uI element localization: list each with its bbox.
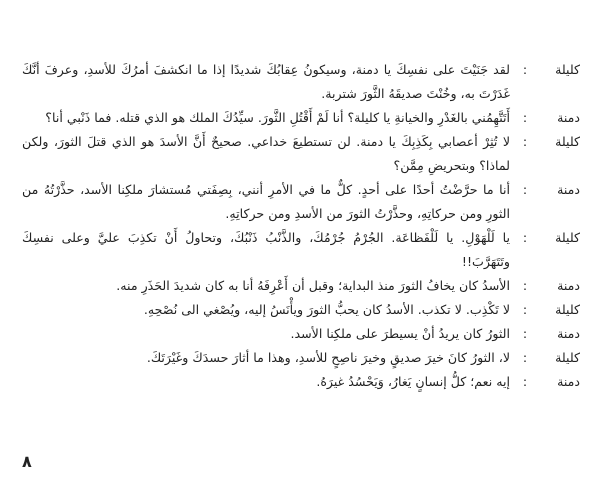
speaker-separator: : xyxy=(522,326,528,341)
speaker-name: كليلة xyxy=(555,302,580,317)
speaker-separator: : xyxy=(522,350,528,365)
dialogue-text: لا تُثِرْ أعصابي بِكَذِبِكَ يا دمنة. لن تستطيعَ خداعي. صحيحٌ أَنَّ الأسدَ هو الذي قتلَ الثورَ، ولكن لماذا؟ وبتحريضِ مِمَّن؟ xyxy=(22,134,510,173)
dialogue-line xyxy=(22,226,580,274)
speaker-name: دمنة xyxy=(557,326,580,341)
speaker-separator: : xyxy=(522,278,528,293)
speaker-separator: : xyxy=(522,62,528,77)
speaker-name: كليلة xyxy=(555,350,580,365)
dialogue-line xyxy=(22,370,580,394)
dialogue-line xyxy=(22,178,580,226)
speaker-name: دمنة xyxy=(557,110,580,125)
speaker-separator: : xyxy=(522,302,528,317)
dialogue-line xyxy=(22,346,580,370)
speaker-separator: : xyxy=(522,230,528,245)
dialogue xyxy=(22,58,580,394)
dialogue-line xyxy=(22,274,580,298)
dialogue-text: أَتَتَّهِمُني بالغَدْرِ والخيانةِ يا كليلة؟ أنا لَمْ أَقْتُلِ الثَّورَ. سيِّدُكَ الملك هو الذي قتله. فما ذَنْبي أنا؟ xyxy=(45,110,510,125)
dialogue-line xyxy=(22,106,580,130)
speaker-separator: : xyxy=(522,110,528,125)
dialogue-text: يا لَلْهَوْلِ. يا لَلْفَظاعَة. الجُرْمُ جُرْمُكَ، والذَّنْبُ ذَنْبُكَ، وتحاولُ أَنْ تكذِبَ عليَّ وعلى نفسِكَ وتَتَهَرَّبَ!! xyxy=(22,230,510,269)
dialogue-text: الأسدُ كان يخافُ الثورَ منذ البداية؛ وقبل أن أَعْرِفَهُ أنا به كان شديدَ الحَذَرِ منه. xyxy=(116,278,510,293)
dialogue-line xyxy=(22,58,580,106)
speaker-name: كليلة xyxy=(555,62,580,77)
dialogue-text: لا تَكْذِب. لا تكذب. الأسدُ كان يحبُّ الثورَ ويأْنَسُ إليه، ويُصْغي الى نُصْحِهِ. xyxy=(143,302,510,317)
dialogue-line xyxy=(22,130,580,178)
page-number: ٨ xyxy=(22,452,32,471)
dialogue-line xyxy=(22,298,580,322)
dialogue-text: أنا ما حرَّضْتُ أحدًا على أحدٍ. كلٌّ ما في الأمرِ أنني، بِصِفَتي مُستشارَ ملكِنا الأسد، حذَّرْتُهُ من الثورِ ومن حركاتِهِ، وحذَّرْتُ الثورَ من الأسدِ ومن حركاتِهِ. xyxy=(22,182,510,221)
dialogue-text: لقد جَنَيْتَ على نفسِكَ يا دمنة، وسيكونُ عِقابُكَ شديدًا إذا ما انكشفَ أمرُكَ للأسدِ، وعرفَ أنَّكَ غَدَرْتَ به، وخُنْتَ صديقَهُ الثَّورَ شتربة. xyxy=(22,62,510,101)
speaker-separator: : xyxy=(522,134,528,149)
speaker-name: دمنة xyxy=(557,278,580,293)
dialogue-text: الثورُ كان يريدُ أنْ يسيطرَ على ملكِنا الأسد. xyxy=(290,326,510,341)
speaker-name: كليلة xyxy=(555,134,580,149)
dialogue-text: لا، الثورُ كانَ خيرَ صديقٍ وخيرَ ناصِحٍ للأسدِ، وهذا ما أثارَ حسدَكَ وغَيْرَتَكَ. xyxy=(146,350,510,365)
speaker-separator: : xyxy=(522,182,528,197)
speaker-name: دمنة xyxy=(557,182,580,197)
dialogue-line xyxy=(22,322,580,346)
speaker-name: دمنة xyxy=(557,374,580,389)
speaker-name: كليلة xyxy=(555,230,580,245)
dialogue-text: إيه نعم؛ كلُّ إنسانٍ يَغارُ، وَيَحْسُدُ غيرَهُ. xyxy=(316,374,510,389)
speaker-separator: : xyxy=(522,374,528,389)
